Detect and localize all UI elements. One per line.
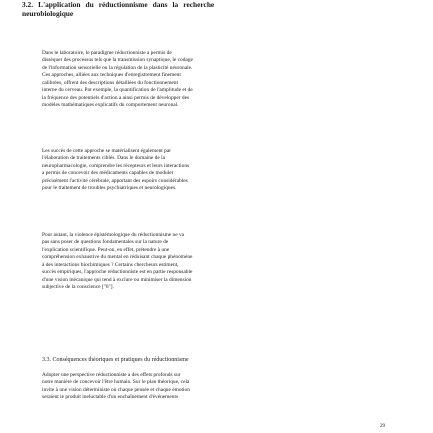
text-line: invite à une vision déterministe où chaque pensée et chaque émotion [42, 386, 190, 393]
text-line: l'explication scientifique. Peut-on, en effet, prétendre à une [42, 246, 170, 253]
paragraph-epistemology [42, 232, 382, 292]
text-line: seraient le produit ineluctable d'un enchaînement d'événements [42, 394, 179, 401]
text-line: d'une vision mécanique qui tend à exclure ou minimiser la dimension [42, 276, 192, 283]
text-line: disséquer des processus tels que la transmission synaptique, le codage [42, 57, 193, 64]
text-line: compréhension exhaustive du mental en réduisant chaque phénomène [42, 254, 193, 261]
text-line: pour le traitement de troubles psychiatriques et neurologiques. [42, 185, 177, 192]
text-line: notre manière de concevoir l'être humain. Sur le plan théorique, cela [42, 379, 190, 386]
text-line: la fréquence des potentiels d'action a ainsi permis de développer des [42, 94, 190, 101]
text-line: Les succès de cette approche se matérialisent également par [42, 148, 172, 154]
text-line: Adopter une perspective réductionniste a des effets profonds sur [42, 372, 181, 378]
text-line: interne du cerveau. Par exemple, la quantification de l'amplitude et de [42, 87, 193, 94]
text-line: succès empiriques, l'approche réductionniste est en partie responsable [42, 269, 193, 276]
text-line: l'élaboration de traitements ciblés. Dans le domaine de la [42, 155, 165, 162]
paragraph-consequences [42, 372, 382, 402]
text-line: neuropharmacologie, comprendre les récepteurs et leurs interactions [42, 162, 190, 169]
text-line: à des interactions biochimiques ? Certains chercheurs estiment, [42, 261, 179, 268]
text-line: subjective de la conscience ["6"]. [42, 284, 114, 291]
paragraph-treatments [42, 148, 382, 193]
text-line: Dans le laboratoire, le paradigme réductionniste a permis de [42, 50, 172, 56]
text-line: de l'information sensorielle ou la régulation de la plasticité neuronale. [42, 64, 193, 71]
text-line: Ces approches, alliées aux techniques d'enregistrement finement [42, 72, 181, 79]
text-line: a permis de concevoir des médicaments capables de moduler [42, 170, 174, 177]
page-number: 29 [380, 424, 385, 429]
paragraph-laboratory [42, 50, 382, 110]
section-heading [22, 1, 422, 18]
section-heading-line-2: neurobiologique [22, 8, 74, 18]
text-line: précisément l'activité cérébrale, apportant des espoirs considérables [42, 177, 188, 184]
section-heading-line-1: 3.2. L'application du réductionnisme dans la recherche [22, 0, 215, 9]
text-line: calibrées, offrent des descriptions détaillées du fonctionnement [42, 79, 178, 86]
text-line: pas sans poser de questions fondamentales sur la nature de [42, 239, 169, 246]
text-line: Pour autant, la violence épistémologique du réductionnisme ne va [42, 232, 185, 238]
text-line: modèles mathématiques explicatifs du comportement neuronal. [42, 102, 179, 109]
subsection-heading: 3.3. Conséquences théoriques et pratiques du réductionnisme [42, 357, 189, 363]
